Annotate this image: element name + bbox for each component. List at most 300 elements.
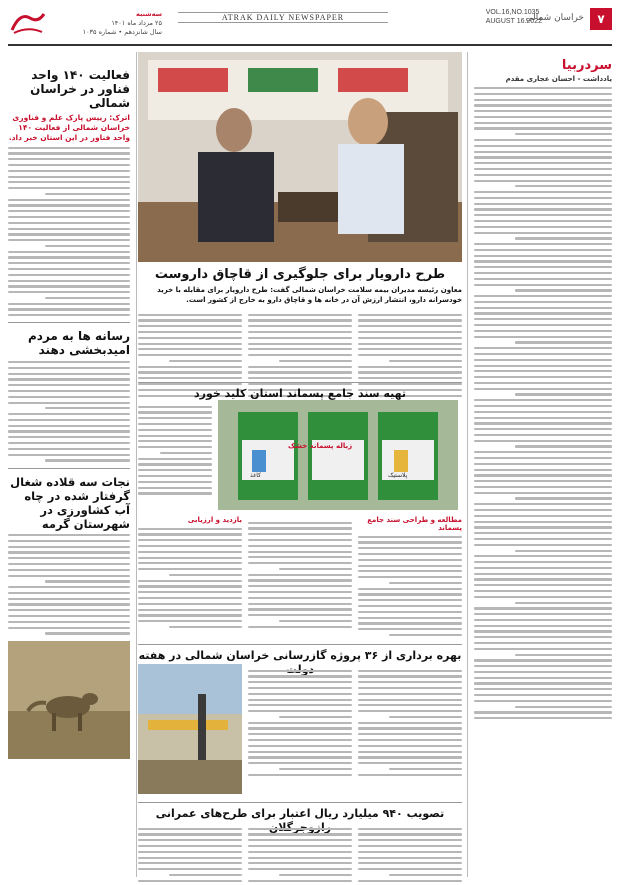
page-number: ۷ <box>590 8 612 30</box>
waste-col <box>358 516 462 640</box>
story1-body <box>8 147 130 317</box>
text-line <box>358 547 462 549</box>
gas-body <box>138 664 462 794</box>
story3-body <box>8 534 130 634</box>
text-line <box>358 845 462 847</box>
text-line <box>138 314 242 316</box>
editorial-title: سردربیا <box>561 58 612 73</box>
text-line <box>138 528 242 530</box>
text-line <box>8 314 130 316</box>
text-line <box>169 360 242 362</box>
text-line <box>8 575 130 577</box>
text-line <box>279 360 352 362</box>
text-line <box>248 608 352 610</box>
text-line <box>8 384 130 386</box>
text-line <box>474 226 612 228</box>
text-line <box>515 497 612 499</box>
text-line <box>474 636 612 638</box>
text-line <box>358 599 462 601</box>
text-line <box>248 591 352 593</box>
text-line <box>248 556 352 558</box>
text-line <box>248 533 352 535</box>
text-line <box>169 626 242 628</box>
main-area <box>138 52 462 877</box>
editorial-byline: یادداشت - احسان عجاری مقدم <box>505 75 612 83</box>
gas-body-col <box>248 666 352 794</box>
text-line <box>358 833 462 835</box>
text-line <box>138 337 242 339</box>
text-line <box>474 266 612 268</box>
text-line <box>138 475 212 477</box>
gas-pipeline-photo <box>138 664 242 794</box>
text-line <box>248 343 352 345</box>
text-line <box>358 541 462 543</box>
text-line <box>474 659 612 661</box>
text-line <box>138 533 242 535</box>
text-line <box>358 319 462 321</box>
story1-lead: اترک: رییس پارک علم و فناوری خراسان شمالی از فعالیت ۱۴۰ واحد فناور در این استان خبر داد. <box>8 113 130 142</box>
text-line <box>474 682 612 684</box>
text-line <box>474 191 612 193</box>
text-line <box>474 711 612 713</box>
text-line <box>248 693 352 695</box>
text-line <box>8 540 130 542</box>
bin-sign: زباله پسماند خشک <box>288 442 353 450</box>
text-line <box>474 116 612 118</box>
recycle-bins-photo <box>218 400 458 510</box>
text-line <box>45 632 130 634</box>
text-line <box>389 634 462 636</box>
text-line <box>8 592 130 594</box>
text-line <box>474 382 612 384</box>
text-line <box>389 360 462 362</box>
text-line <box>8 402 130 404</box>
text-line <box>138 366 242 368</box>
text-line <box>358 331 462 333</box>
text-line <box>358 588 462 590</box>
text-line <box>8 598 130 600</box>
text-line <box>389 716 462 718</box>
text-line <box>474 457 612 459</box>
interview-photo <box>138 52 462 262</box>
text-line <box>474 145 612 147</box>
text-line <box>248 354 352 356</box>
text-line <box>474 625 612 627</box>
divider <box>8 468 130 469</box>
text-line <box>138 354 242 356</box>
text-line <box>358 377 462 379</box>
text-line <box>358 739 462 741</box>
waste-headline: تهیه سند جامع پسماند استان کلید خورد <box>193 387 407 400</box>
text-line <box>358 710 462 712</box>
text-line <box>248 762 352 764</box>
text-line <box>8 448 130 450</box>
text-line <box>160 452 212 454</box>
text-line <box>474 347 612 349</box>
text-line <box>474 370 612 372</box>
text-line <box>358 756 462 758</box>
text-line <box>138 371 242 373</box>
story2-title: رسانه ها به مردم امیدبخشی دهند <box>28 329 130 358</box>
text-line <box>138 325 242 327</box>
text-line <box>474 411 612 413</box>
text-line <box>474 197 612 199</box>
development-body-col <box>358 824 462 885</box>
text-line <box>169 574 242 576</box>
text-line <box>474 255 612 257</box>
text-line <box>358 704 462 706</box>
text-line <box>358 605 462 607</box>
text-line <box>138 319 242 321</box>
text-line <box>474 688 612 690</box>
text-line <box>474 694 612 696</box>
text-line <box>358 314 462 316</box>
text-line <box>358 617 462 619</box>
text-line <box>515 289 612 291</box>
text-line <box>45 245 130 247</box>
text-line <box>474 284 612 286</box>
text-line <box>8 262 130 264</box>
text-line <box>8 413 130 415</box>
text-line <box>358 576 462 578</box>
text-line <box>515 393 612 395</box>
text-line <box>358 553 462 555</box>
volume-info <box>486 8 542 26</box>
text-line <box>8 361 130 363</box>
text-line <box>248 597 352 599</box>
text-line <box>248 722 352 724</box>
text-line <box>474 474 612 476</box>
text-line <box>45 459 130 461</box>
text-line <box>474 567 612 569</box>
text-line <box>358 880 462 882</box>
text-line <box>515 654 612 656</box>
text-line <box>8 147 130 149</box>
volume-number: VOL.16,NO.1035 <box>485 9 540 16</box>
text-line <box>138 446 212 448</box>
text-line <box>358 628 462 630</box>
text-line <box>358 343 462 345</box>
development-body <box>138 822 462 885</box>
text-line <box>138 377 242 379</box>
text-line <box>138 551 242 553</box>
text-line <box>138 562 242 564</box>
development-body-col <box>248 824 352 885</box>
text-line <box>8 239 130 241</box>
text-line <box>474 590 612 592</box>
text-line <box>248 868 352 870</box>
text-line <box>474 243 612 245</box>
text-line <box>515 237 612 239</box>
text-line <box>358 670 462 672</box>
text-line <box>138 868 242 870</box>
text-line <box>248 733 352 735</box>
text-line <box>474 578 612 580</box>
text-line <box>138 492 212 494</box>
text-line <box>358 828 462 830</box>
waste-body-col <box>358 536 462 636</box>
text-line <box>8 176 130 178</box>
text-line <box>8 251 130 253</box>
text-line <box>248 366 352 368</box>
gas-body-col <box>358 666 462 794</box>
development-headline: تصویب ۹۴۰ میلیارد ریال اعتبار برای طرح‌های عمرانی <box>155 807 445 820</box>
text-line <box>474 156 612 158</box>
text-line <box>8 152 130 154</box>
text-line <box>474 110 612 112</box>
text-line <box>474 671 612 673</box>
text-line <box>138 614 242 616</box>
text-line <box>248 522 352 524</box>
text-line <box>474 677 612 679</box>
text-line <box>248 862 352 864</box>
text-line <box>474 503 612 505</box>
text-line <box>8 534 130 536</box>
text-line <box>474 509 612 511</box>
text-line <box>8 425 130 427</box>
text-line <box>169 874 242 876</box>
text-line <box>474 93 612 95</box>
text-line <box>358 862 462 864</box>
main-lead: معاون رئیسه مدیران بیمه سلامت خراسان شمالی گفت: طرح دارویار برای مقابله با خرید خودسرانه دارو، انتشار ارزش آن در خانه ها و قاچاق دارو به خارج از کشور است. <box>157 286 462 304</box>
text-line <box>8 586 130 588</box>
text-line <box>248 348 352 350</box>
left-news-column <box>8 52 137 877</box>
text-line <box>248 551 352 553</box>
edition-extra: سال شانزدهم • شماره ۱۰۳۵ <box>82 28 162 36</box>
text-line <box>515 185 612 187</box>
text-line <box>474 405 612 407</box>
text-line <box>138 591 242 593</box>
text-line <box>358 559 462 561</box>
text-line <box>248 751 352 753</box>
gas-headline: بهره برداری از ۳۶ پروژه گازرسانی خراسان شمالی در هفته <box>138 649 462 662</box>
text-line <box>248 681 352 683</box>
text-line <box>248 687 352 689</box>
text-line <box>474 127 612 129</box>
text-line <box>8 569 130 571</box>
text-line <box>138 833 242 835</box>
text-line <box>138 851 242 853</box>
text-line <box>474 139 612 141</box>
text-line <box>45 297 130 299</box>
text-line <box>248 325 352 327</box>
text-line <box>138 469 212 471</box>
text-line <box>474 365 612 367</box>
text-line <box>138 839 242 841</box>
text-line <box>8 222 130 224</box>
text-line <box>474 249 612 251</box>
text-line <box>358 722 462 724</box>
text-line <box>248 331 352 333</box>
text-line <box>138 597 242 599</box>
main-article <box>138 268 462 400</box>
text-line <box>515 550 612 552</box>
story3-title: نجات سه قلاده شغال گرفتار شده در چاه آب کشاورزی در شهرستان گرمه <box>10 474 130 531</box>
text-line <box>515 706 612 708</box>
text-line <box>138 857 242 859</box>
waste-col <box>138 516 242 640</box>
text-line <box>8 430 130 432</box>
text-line <box>248 774 352 776</box>
text-line <box>8 621 130 623</box>
text-line <box>8 603 130 605</box>
masthead <box>8 8 612 46</box>
text-line <box>138 406 212 408</box>
text-line <box>8 557 130 559</box>
text-line <box>474 301 612 303</box>
text-line <box>474 272 612 274</box>
text-line <box>474 607 612 609</box>
waste-body-col <box>248 518 352 640</box>
text-line <box>8 199 130 201</box>
bin-label-plastic: پلاستیک <box>388 472 408 479</box>
text-line <box>515 602 612 604</box>
text-line <box>474 203 612 205</box>
text-line <box>474 619 612 621</box>
text-line <box>474 486 612 488</box>
text-line <box>138 463 212 465</box>
text-line <box>474 544 612 546</box>
development-body-col <box>138 824 242 885</box>
text-line <box>248 839 352 841</box>
waste-side-body <box>138 406 212 495</box>
text-line <box>474 434 612 436</box>
text-line <box>358 851 462 853</box>
text-line <box>138 880 242 882</box>
text-line <box>8 546 130 548</box>
text-line <box>248 739 352 741</box>
text-line <box>279 568 352 570</box>
text-line <box>45 407 130 409</box>
text-line <box>248 545 352 547</box>
text-line <box>8 308 130 310</box>
text-line <box>474 174 612 176</box>
text-line <box>138 411 212 413</box>
text-line <box>474 318 612 320</box>
text-line <box>358 337 462 339</box>
waste-subhead: مطالعه و طراحی سند جامع پسماند <box>367 516 462 532</box>
text-line <box>279 768 352 770</box>
text-line <box>138 545 242 547</box>
text-line <box>474 122 612 124</box>
text-line <box>474 208 612 210</box>
text-line <box>474 312 612 314</box>
text-line <box>248 314 352 316</box>
text-line <box>358 565 462 567</box>
text-line <box>138 435 212 437</box>
text-line <box>358 687 462 689</box>
text-line <box>138 557 242 559</box>
text-line <box>474 214 612 216</box>
text-line <box>8 228 130 230</box>
text-line <box>248 574 352 576</box>
text-line <box>138 620 242 622</box>
text-line <box>358 857 462 859</box>
text-line <box>474 168 612 170</box>
text-line <box>358 371 462 373</box>
text-line <box>474 336 612 338</box>
text-line <box>8 396 130 398</box>
text-line <box>248 857 352 859</box>
text-line <box>8 233 130 235</box>
text-line <box>358 354 462 356</box>
text-line <box>8 303 130 305</box>
text-line <box>279 716 352 718</box>
text-line <box>474 87 612 89</box>
edition-day: سه‌شنبه <box>136 10 162 18</box>
text-line <box>474 538 612 540</box>
text-line <box>45 193 130 195</box>
text-line <box>358 681 462 683</box>
text-line <box>248 745 352 747</box>
text-line <box>358 733 462 735</box>
editorial-body <box>474 87 612 719</box>
text-line <box>8 268 130 270</box>
text-line <box>389 874 462 876</box>
text-line <box>474 596 612 598</box>
text-line <box>474 422 612 424</box>
text-line <box>248 851 352 853</box>
text-line <box>8 551 130 553</box>
text-line <box>474 555 612 557</box>
text-line <box>8 563 130 565</box>
text-line <box>8 158 130 160</box>
waste-body <box>138 516 462 640</box>
text-line <box>248 319 352 321</box>
text-line <box>248 585 352 587</box>
text-line <box>138 348 242 350</box>
text-line <box>8 615 130 617</box>
text-line <box>248 377 352 379</box>
text-line <box>358 762 462 764</box>
text-line <box>474 515 612 517</box>
text-line <box>279 620 352 622</box>
text-line <box>248 699 352 701</box>
text-line <box>248 727 352 729</box>
text-line <box>474 324 612 326</box>
text-line <box>474 99 612 101</box>
text-line <box>138 568 242 570</box>
text-line <box>8 442 130 444</box>
text-line <box>138 429 212 431</box>
newspaper-title: ATRAK DAILY NEWSPAPER <box>178 12 388 23</box>
text-line <box>138 862 242 864</box>
text-line <box>8 280 130 282</box>
text-line <box>8 256 130 258</box>
text-line <box>138 423 212 425</box>
text-line <box>138 481 212 483</box>
text-line <box>474 717 612 719</box>
text-line <box>138 539 242 541</box>
text-line <box>358 675 462 677</box>
text-line <box>8 378 130 380</box>
text-line <box>8 373 130 375</box>
text-line <box>358 839 462 841</box>
text-line <box>474 630 612 632</box>
text-line <box>474 330 612 332</box>
text-line <box>138 580 242 582</box>
waste-body-col <box>138 528 242 628</box>
text-line <box>474 162 612 164</box>
text-line <box>474 648 612 650</box>
text-line <box>358 570 462 572</box>
text-line <box>138 603 242 605</box>
text-line <box>8 291 130 293</box>
section-name: خراسان شمالی <box>525 13 584 23</box>
story2-body <box>8 361 130 461</box>
text-line <box>248 710 352 712</box>
